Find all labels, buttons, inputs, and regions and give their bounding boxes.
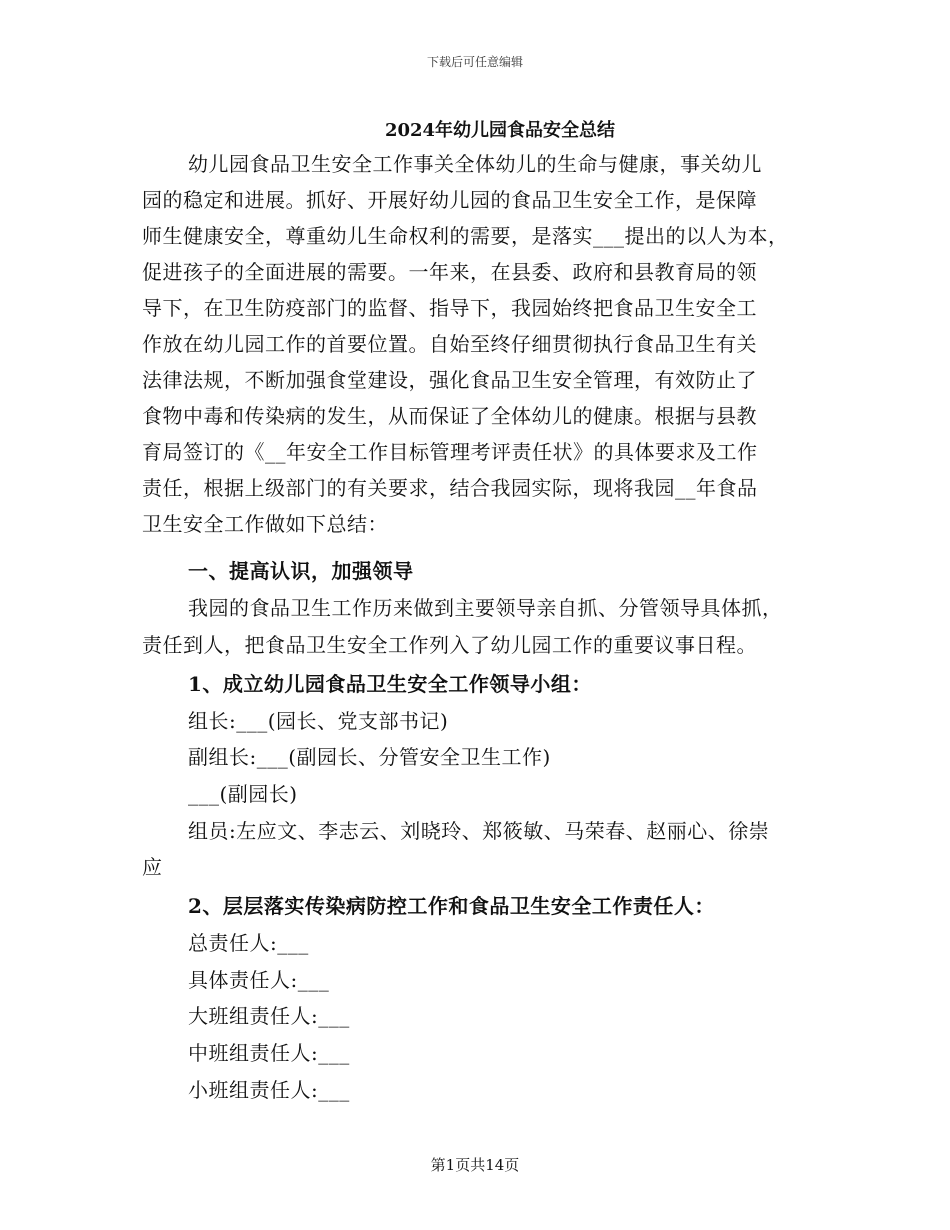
intro-line: 责任，根据上级部门的有关要求，结合我园实际，现将我园__年食品 <box>142 476 758 500</box>
list-item: 组员:左应文、李志云、刘晓玲、郑筱敏、马荣春、赵丽心、徐崇 <box>188 819 770 843</box>
list-item: 大班组责任人:___ <box>188 1004 350 1028</box>
intro-line: 育局签订的《__年安全工作目标管理考评责任状》的具体要求及工作 <box>142 440 758 464</box>
subsection-heading: 1、成立幼儿园食品卫生安全工作领导小组： <box>188 672 592 696</box>
subsection-heading: 2、层层落实传染病防控工作和食品卫生安全工作责任人： <box>188 894 715 918</box>
page-number: 第1页共14页 <box>430 1156 520 1174</box>
list-item: 中班组责任人:___ <box>188 1041 350 1065</box>
section-paragraph-line: 责任到人，把食品卫生安全工作列入了幼儿园工作的重要议事日程。 <box>142 633 757 657</box>
section-heading: 一、提高认识，加强领导 <box>188 559 414 583</box>
list-item: ___(副园长) <box>188 782 298 806</box>
section-paragraph-line: 我园的食品卫生工作历来做到主要领导亲自抓、分管领导具体抓， <box>188 596 783 620</box>
list-item: 副组长:___(副园长、分管安全卫生工作) <box>188 745 551 769</box>
document-title: 2024年幼儿园食品安全总结 <box>384 120 616 141</box>
list-item: 组长:___(园长、党支部书记) <box>188 709 449 733</box>
intro-line: 幼儿园食品卫生安全工作事关全体幼儿的生命与健康，事关幼儿 <box>188 152 762 176</box>
intro-line: 师生健康安全，尊重幼儿生命权利的需要，是落实___提出的以人为本， <box>142 224 789 248</box>
intro-line: 园的稳定和进展。抓好、开展好幼儿园的食品卫生安全工作，是保障 <box>142 188 757 212</box>
intro-line: 作放在幼儿园工作的首要位置。自始至终仔细贯彻执行食品卫生有关 <box>142 332 757 356</box>
list-item: 应 <box>142 855 163 879</box>
intro-line: 食物中毒和传染病的发生，从而保证了全体幼儿的健康。根据与县教 <box>142 404 757 428</box>
page-header: 下载后可任意编辑 <box>426 55 523 69</box>
intro-line: 卫生安全工作做如下总结： <box>142 512 388 536</box>
intro-line: 导下，在卫生防疫部门的监督、指导下，我园始终把食品卫生安全工 <box>142 296 757 320</box>
list-item: 具体责任人:___ <box>188 968 330 992</box>
list-item: 总责任人:___ <box>188 931 309 955</box>
intro-line: 促进孩子的全面进展的需要。一年来，在县委、政府和县教育局的领 <box>142 260 757 284</box>
list-item: 小班组责任人:___ <box>188 1078 350 1102</box>
intro-line: 法律法规，不断加强食堂建设，强化食品卫生安全管理，有效防止了 <box>142 368 757 392</box>
